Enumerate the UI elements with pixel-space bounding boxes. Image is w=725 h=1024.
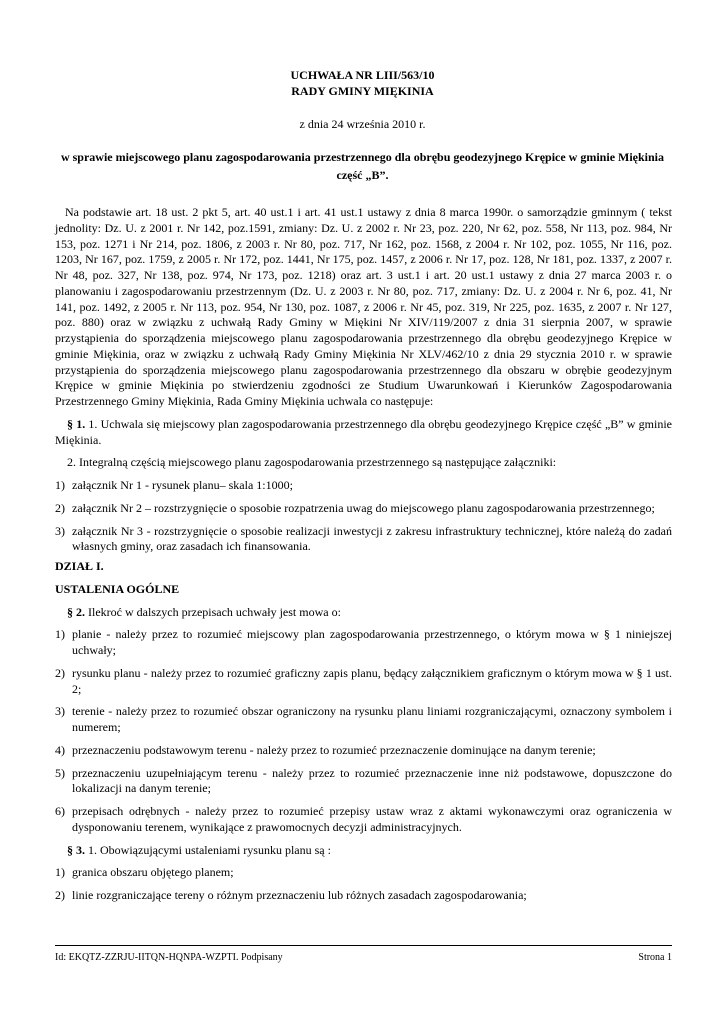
list-item-text: załącznik Nr 1 - rysunek planu– skala 1:1000;	[72, 478, 293, 492]
list-item	[55, 524, 672, 556]
paragraph-3-text: 1. Obowiązującymi ustaleniami rysunku planu są :	[85, 842, 331, 857]
list-item	[55, 743, 672, 759]
resolution-date: z dnia 24 września 2010 r.	[299, 117, 426, 131]
paragraph-1-mark: § 1.	[67, 416, 86, 431]
section-title: DZIAŁ I.	[55, 559, 104, 573]
paragraph-3-intro	[55, 843, 672, 859]
list-item-number: 1)	[55, 627, 65, 642]
paragraph-2-mark: § 2.	[67, 604, 85, 619]
list-item-text: załącznik Nr 2 – rozstrzygnięcie o sposobie rozpatrzenia uwag do miejscowego planu zagospodarowania przestrzennego;	[72, 500, 655, 515]
page-number: Strona 1	[638, 952, 672, 963]
list-item-text: rysunku planu - należy przez to rozumieć graficzny zapis planu, będący załącznikiem graficznym o którym mowa w § 1 ust. 2;	[72, 665, 672, 696]
list-item-text: terenie - należy przez to rozumieć obszar ograniczony na rysunku planu liniami rozgraniczającymi, oznaczony symbolem i numerem;	[72, 704, 672, 734]
list-item-text: przeznaczeniu podstawowym terenu - należy przez to rozumieć przeznaczenie dominujące na danym terenie;	[72, 742, 596, 757]
list-item	[55, 478, 672, 494]
paragraph-3-mark: § 3.	[67, 842, 85, 857]
list-item-number: 2)	[55, 888, 65, 902]
list-item-text: załącznik Nr 3 - rozstrzygnięcie o sposobie realizacji inwestycji z zakresu infrastruktury technicznej, które należą do zadań własnych gminy, oraz zasadach ich finansowania.	[72, 523, 672, 554]
council-name: RADY GMINY MIĘKINIA	[291, 84, 434, 98]
document-id: Id: EKQTZ-ZZRJU-IITQN-HQNPA-WZPTI. Podpisany	[55, 952, 283, 963]
paragraph-2-intro	[55, 605, 672, 621]
list-item-text: granica obszaru objętego planem;	[72, 865, 234, 880]
list-item-text: linie rozgraniczające tereny o różnym przeznaczeniu lub różnych zasadach zagospodarowania;	[72, 888, 527, 902]
document-body	[55, 205, 672, 911]
list-item-number: 3)	[55, 704, 65, 719]
list-item	[55, 704, 672, 736]
footer-divider	[55, 945, 672, 946]
paragraph-2-text: Ilekroć w dalszych przepisach uchwały jest mowa o:	[85, 604, 341, 619]
paragraph-1-point-1	[55, 417, 672, 449]
resolution-subject: w sprawie miejscowego planu zagospodarowania przestrzennego dla obrębu geodezyjnego Krępice w gminie Miękinia część „B”.	[60, 150, 665, 182]
list-item-text: przepisach odrębnych - należy przez to rozumieć przepisy ustaw wraz z aktami wykonawczymi oraz ograniczenia w dysponowaniu terenem, wynikające z prawomocnych decyzji administracyjnych.	[72, 804, 672, 834]
list-item	[55, 666, 672, 698]
section-subtitle: USTALENIA OGÓLNE	[55, 581, 180, 596]
paragraph-1-point-2: 2. Integralną częścią miejscowego planu zagospodarowania przestrzennego są następujące załączniki:	[67, 455, 557, 470]
list-item-number: 5)	[55, 765, 65, 780]
list-item	[55, 865, 672, 881]
paragraph-1-text: 1. Uchwala się miejscowy plan zagospodarowania przestrzennego dla obrębu geodezyjnego Krępice część „B” w gminie Miękinia.	[55, 416, 672, 447]
list-item-number: 3)	[55, 523, 65, 538]
list-item-text: planie - należy przez to rozumieć miejscowy plan zagospodarowania przestrzennego, o którym mowa w § 1 niniejszej uchwały;	[72, 627, 672, 657]
list-item-number: 1)	[55, 865, 65, 880]
list-item	[55, 501, 672, 517]
list-item-text: przeznaczeniu uzupełniającym terenu - należy przez to rozumieć przeznaczenie inne niż podstawowe, dopuszczone do lokalizacji na danym terenie;	[72, 765, 672, 796]
list-item-number: 1)	[55, 478, 65, 492]
list-item-number: 4)	[55, 742, 65, 757]
list-item	[55, 766, 672, 798]
list-item-number: 2)	[55, 500, 65, 515]
list-item	[55, 804, 672, 836]
list-item	[55, 888, 672, 904]
preamble: Na podstawie art. 18 ust. 2 pkt 5, art. 40 ust.1 i art. 41 ust.1 ustawy z dnia 8 marca 1990r. o samorządzie gminnym ( tekst jednolity: Dz. U. z 2001 r. Nr 142, poz.1591, zmiany: Dz. U. z 2002 r. Nr 23, poz. 220, Nr 62, poz. 558, Nr 113, poz. 984, Nr 153, poz. 1271 i Nr 214, poz. 1806, z 2003 r. Nr 80, poz. 717, Nr 162, poz. 1568, z 2004 r. Nr 102, poz. 1055, Nr 116, poz. 1203, Nr 167, poz. 1759, z 2005 r. Nr 172, poz. 1441, Nr 175, poz. 1457, z 2006 r. Nr 17, poz. 128, Nr 181, poz. 1337, z 2007 r. Nr 48, poz. 327, Nr 138, poz. 974, Nr 173, poz. 1218) oraz art. 3 ust.1 i art. 20 ust.1 ustawy z dnia 27 marca 2003 r. o planowaniu i zagospodarowaniu przestrzennym (Dz. U. z 2003 r. Nr 80, poz. 717, zmiany: Dz. U. z 2004 r. Nr 6, poz. 41, Nr 141, poz. 1492, z 2005 r. Nr 113, poz. 954, Nr 130, poz. 1087, z 2006 r. Nr 45, poz. 319, Nr 225, poz. 1635, z 2007 r. Nr 127, poz. 880) oraz w związku z uchwałą Rady Gminy w Miękini Nr XIV/119/2007 z dnia 31 sierpnia 2007, w sprawie przystąpienia do sporządzenia miejscowego planu zagospodarowania przestrzennego dla obrębu geodezyjnego Krępice w gminie Miękinia, oraz w związku z uchwałą Rady Gminy Miękinia Nr XLV/462/10 z dnia 29 stycznia 2010 r. w sprawie przystąpienia do sporządzenia miejscowego planu zagospodarowania przestrzennego dla obszaru w obrębie geodezyjnym Krępice w gminie Miękinia po stwierdzeniu zgodności ze Studium Uwarunkowań i Kierunków Zagospodarowania Przestrzennego Gminy Miękinia, Rada Gminy Miękinia uchwala co następuje:	[55, 205, 672, 408]
section-heading	[55, 559, 672, 598]
list-item-number: 2)	[55, 665, 65, 680]
list-item-number: 6)	[55, 804, 65, 818]
resolution-number: UCHWAŁA NR LIII/563/10	[290, 68, 435, 82]
list-item	[55, 627, 672, 659]
